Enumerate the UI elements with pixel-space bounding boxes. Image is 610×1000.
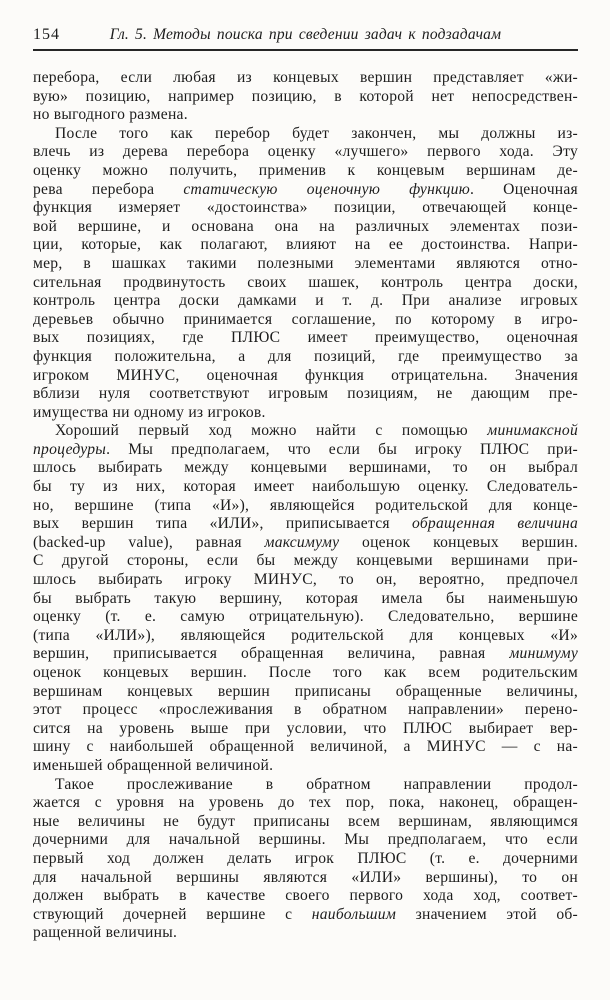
text-line (33, 701, 578, 720)
text-run: вых вершин типа «ИЛИ», приписывается (33, 515, 412, 533)
text-run: оценку (т. е. самую отрицательную). Следовательно, вершине (33, 608, 578, 626)
text-line (33, 887, 578, 906)
page-header (33, 26, 578, 46)
text-line (33, 348, 578, 367)
text-run: этот процесс «прослеживания в обратном направлении» перено- (33, 701, 578, 719)
text-run: вой вершине, и основана она на различных элементах пози- (33, 217, 578, 235)
text-run: вершинам концевых вершин приписаны обращенные величины, (33, 682, 578, 700)
text-run: имущества ни одному из игроков. (33, 403, 266, 421)
text-line (33, 776, 578, 795)
text-run: функция положительна, а для позиций, где преимущество за (33, 347, 578, 365)
text-run: именьшей обращенной величиной. (33, 756, 274, 774)
text-line (33, 441, 578, 460)
text-line (33, 367, 578, 386)
text-run: для начальной вершины являются «ИЛИ» вершины), то он (33, 868, 578, 886)
text-run: сительная продвинутость своих шашек, контроль центра доски, (33, 273, 578, 291)
text-run: бы выбрать такую вершину, которая имела бы наименьшую (33, 589, 578, 607)
text-line (33, 143, 578, 162)
text-run: первый ход должен делать игрок ПЛЮС (т. е. дочерними (33, 849, 578, 867)
running-title: Гл. 5. Методы поиска при сведении задач к подзадачам (109, 26, 502, 43)
text-run: оценок концевых вершин. После того как всем родительским (33, 664, 578, 681)
text-line (33, 236, 578, 255)
text-run: дочерними для начальной вершины. Мы предполагаем, что если (33, 831, 578, 849)
text-line (33, 534, 578, 553)
text-line (33, 515, 578, 534)
text-line (33, 422, 578, 441)
text-run: оценку можно получить, применив к концевым вершинам де- (33, 161, 578, 179)
text-run: вершин, приписывается обращенная величина, равная (33, 645, 510, 663)
emphasized-text: максимуму (264, 533, 340, 551)
emphasized-text: статическую оценочную функцию (183, 180, 470, 198)
text-run: (backed-up value), равная (33, 533, 265, 551)
text-line (33, 552, 578, 571)
text-line (33, 608, 578, 627)
text-run: шину с наибольшей обращенной величиной, а МИНУС — с на- (33, 738, 578, 756)
text-line (33, 404, 578, 423)
text-line (33, 794, 578, 813)
text-run: Такое прослеживание в обратном направлении продол- (55, 775, 578, 793)
text-run: вых позициях, где ПЛЮС имеет преимущество, оценочная (33, 329, 578, 347)
text-line (33, 683, 578, 702)
text-line (33, 292, 578, 311)
text-line (33, 311, 578, 330)
text-line (33, 255, 578, 274)
text-line (33, 664, 578, 683)
emphasized-text: процедуры (33, 440, 107, 458)
text-run: . Оценочная (469, 180, 578, 198)
text-run: шлось выбирать игроку МИНУС, то он, вероятно, предпочел (33, 571, 578, 589)
page-body (33, 69, 578, 943)
text-run: функция измеряет «достоинства» позиции, отвечающей конце- (33, 199, 578, 217)
text-line (33, 850, 578, 869)
text-line (33, 738, 578, 757)
page-number: 154 (33, 26, 60, 43)
text-line (33, 590, 578, 609)
text-run: оценок концевых вершин. (339, 533, 578, 551)
text-run: . Мы предполагаем, что если бы игроку ПЛЮС при- (106, 440, 578, 458)
text-run: вблизи нуля соответствуют игровым позициям, не дающим пре- (33, 385, 578, 403)
text-run: С другой стороны, если бы между концевыми вершинами при- (33, 552, 578, 570)
text-line (33, 831, 578, 850)
text-line (33, 924, 578, 943)
text-run: деревьев обычно принимается соглашение, по которому в игро- (33, 310, 578, 328)
text-line (33, 906, 578, 925)
text-line (33, 162, 578, 181)
text-line (33, 478, 578, 497)
text-run: жается с уровня на уровень до тех пор, пока, наконец, обращен- (33, 794, 578, 812)
text-run: должен выбрать в качестве своего первого хода ход, соответ- (33, 887, 578, 905)
text-run: ные величины не будут приписаны всем вершинам, являющимся (33, 812, 578, 830)
text-run: вую» позицию, например позицию, в которой нет непосредствен- (33, 87, 578, 105)
text-run: (типа «ИЛИ»), являющейся родительской для концевых «И» (33, 626, 578, 644)
text-run: сится на уровень выше при условии, что ПЛЮС выбирает вер- (33, 719, 578, 737)
emphasized-text: минимуму (509, 645, 578, 663)
text-run: рева перебора (33, 180, 184, 198)
text-run: контроль центра доски дамками и т. д. При анализе игровых (33, 292, 578, 310)
text-line (33, 497, 578, 516)
text-line (33, 757, 578, 776)
text-line (33, 218, 578, 237)
text-line (33, 627, 578, 646)
text-line (33, 869, 578, 888)
text-line (33, 125, 578, 144)
text-run: ции, которые, как полагают, влияют на ее достоинства. Напри- (33, 236, 578, 254)
text-line (33, 329, 578, 348)
header-rule (33, 49, 578, 51)
text-run: бы ту из них, которая имеет наибольшую оценку. Следователь- (33, 478, 578, 496)
text-line (33, 645, 578, 664)
text-line (33, 385, 578, 404)
emphasized-text: наибольшим (311, 905, 397, 923)
text-line (33, 199, 578, 218)
text-line (33, 88, 578, 107)
text-line (33, 571, 578, 590)
text-line (33, 720, 578, 739)
text-run: мер, в шашках такими полезными элементами являются отно- (33, 254, 578, 272)
text-run: Хороший первый ход можно найти с помощью (55, 422, 488, 440)
text-run: игроком МИНУС, оценочная функция отрицательна. Значения (33, 366, 578, 384)
text-line (33, 813, 578, 832)
text-run: влечь из дерева перебора оценку «лучшего» первого хода. Эту (33, 143, 578, 161)
text-run: ращенной величины. (33, 924, 178, 942)
emphasized-text: минимаксной (487, 422, 578, 440)
text-run: шлось выбирать между концевыми вершинами, то он выбрал (33, 459, 578, 477)
text-run: значением этой об- (396, 905, 578, 923)
text-run: перебора, если любая из концевых вершин представляет «жи- (33, 69, 578, 86)
emphasized-text: обращенная величина (412, 515, 578, 533)
text-line (33, 69, 578, 88)
text-line (33, 106, 578, 125)
text-run: ствующий дочерней вершине с (33, 905, 312, 923)
text-run: После того как перебор будет закончен, мы должны из- (55, 124, 578, 142)
text-line (33, 274, 578, 293)
text-line (33, 459, 578, 478)
text-run: но, вершине (типа «И»), являющейся родительской для конце- (33, 496, 578, 514)
text-run: но выгодного размена. (33, 106, 188, 124)
text-line (33, 181, 578, 200)
